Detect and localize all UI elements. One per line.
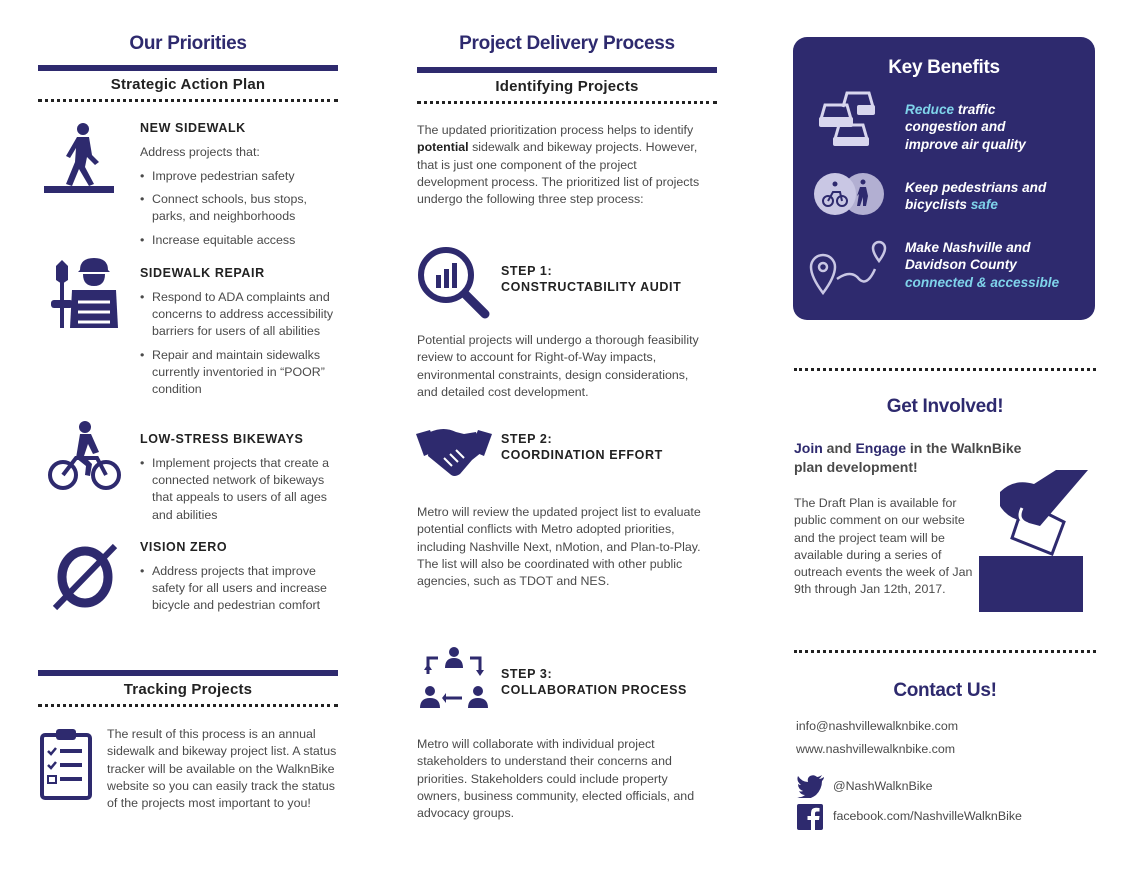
list-item: • Implement projects that create a connected network of bikeways that appeals to users of all ages and abilities — [140, 455, 338, 524]
step-name: CONSTRUCTABILITY AUDIT — [501, 280, 682, 294]
bullet-list — [140, 289, 335, 404]
traffic-cars-icon — [817, 89, 877, 147]
benefit-text-part: improve air quality — [905, 136, 1026, 152]
divider-bar — [38, 670, 338, 676]
list-item: • Increase equitable access — [140, 232, 335, 249]
list-item: • Improve pedestrian safety — [140, 168, 335, 185]
magnifier-chart-icon — [416, 245, 490, 319]
step-description: Metro will review the updated project list to evaluate potential conflicts with Metro adopted priorities, including Nashville Next, nMotion, and Plan-to-Play. The list will also be coordinated with other public agencies, such as TDOT and NES. — [417, 505, 701, 589]
bike-pedestrian-icon — [813, 172, 885, 216]
pedestrian-icon — [44, 122, 114, 194]
benefit-text-part: congestion and — [905, 119, 1006, 135]
list-item: • Address projects that improve safety for all users and increase bicycle and pedestrian comfort — [140, 563, 335, 615]
priorities-title: Our Priorities — [129, 33, 247, 54]
list-item: • Connect schools, bus stops, parks, and neighborhoods — [140, 191, 335, 225]
key-benefits-panel — [793, 37, 1095, 320]
step-label: STEP 2: — [501, 432, 553, 446]
benefit-text-part: bicyclists — [905, 197, 971, 213]
lead-text: in the WalknBike plan development! — [794, 440, 1022, 475]
step-name: COLLABORATION PROCESS — [501, 683, 687, 697]
checklist-clipboard-icon — [40, 728, 92, 800]
benefit-text — [905, 239, 1059, 291]
benefit-text-part: Make Nashville and — [905, 240, 1031, 255]
section-title: VISION ZERO — [140, 540, 228, 554]
section-title: NEW SIDEWALK — [140, 121, 246, 135]
ballot-box-icon — [978, 468, 1090, 614]
benefit-highlight: Reduce — [905, 102, 955, 117]
contact-us-title: Contact Us! — [893, 680, 997, 701]
contact-website[interactable]: www.nashvillewalknbike.com — [796, 742, 956, 756]
contact-email[interactable]: info@nashvillewalknbike.com — [796, 719, 959, 733]
step-name: COORDINATION EFFORT — [501, 448, 663, 462]
project-delivery-title: Project Delivery Process — [459, 33, 675, 54]
handshake-icon — [416, 424, 492, 480]
involved-text: The Draft Plan is available for public comment on our website and the project team will be available during a series of outreach events the week of Jan 9th through Jan 12th, 2017. — [794, 496, 973, 597]
cyclist-icon — [47, 420, 123, 494]
divider-bar — [417, 67, 717, 73]
intro-text: sidewalk and bikeway projects. However, that is just one component of the project development process. The prioritized list of projects undergo the following three step process: — [417, 140, 700, 207]
map-route-icon — [807, 239, 893, 295]
dotted-divider — [794, 368, 1096, 371]
get-involved-title: Get Involved! — [886, 396, 1004, 417]
vision-zero-icon — [51, 542, 119, 612]
benefit-text-part: Keep pedestrians and — [905, 180, 1047, 195]
dotted-divider — [38, 99, 338, 102]
section-title: SIDEWALK REPAIR — [140, 266, 265, 280]
step-label: STEP 1: — [501, 264, 553, 278]
identifying-projects-heading: Identifying Projects — [495, 78, 639, 95]
benefit-highlight: connected & accessible — [905, 274, 1060, 290]
intro-bold-text: potential — [417, 140, 469, 155]
dotted-divider — [794, 650, 1096, 653]
key-benefits-title: Key Benefits — [888, 57, 1000, 78]
dotted-divider — [417, 101, 717, 104]
bullet-list — [140, 168, 335, 255]
tracking-heading: Tracking Projects — [123, 681, 253, 698]
divider-bar — [38, 65, 338, 71]
step-description: Metro will collaborate with individual project stakeholders to understand their concerns and priorities. Stakeholders could include property owners, business community, elected officials, and advocacy groups. — [417, 737, 695, 821]
tracking-text: The result of this process is an annual sidewalk and bikeway project list. A status tracker will be available on the WalknBike website so you can easily track the status of the projects most important to you! — [107, 727, 337, 811]
lead-text: and — [822, 440, 856, 456]
collaboration-icon — [416, 646, 492, 716]
facebook-link[interactable]: facebook.com/NashvilleWalknBike — [833, 809, 1022, 823]
list-item: • Respond to ADA complaints and concerns to address accessibility barriers for users of all abilities — [140, 289, 335, 341]
step-description: Potential projects will undergo a thorough feasibility review to account for Right-of-Way impacts, environmental constraints, design considerations, and detailed cost development. — [417, 333, 699, 399]
intro-text: The updated prioritization process helps to identify — [417, 123, 694, 137]
construction-worker-icon — [48, 256, 120, 330]
benefit-highlight: safe — [970, 197, 998, 213]
section-intro: Address projects that: — [140, 145, 260, 159]
lead-highlight: Engage — [855, 440, 907, 456]
benefit-text — [905, 101, 1026, 153]
benefit-text-part: traffic — [954, 102, 996, 117]
dotted-divider — [38, 704, 338, 707]
lead-highlight: Join — [794, 440, 823, 456]
step-label: STEP 3: — [501, 667, 553, 681]
twitter-icon[interactable] — [797, 774, 825, 798]
section-title: LOW-STRESS BIKEWAYS — [140, 432, 304, 446]
strategic-action-plan-heading: Strategic Action Plan — [110, 76, 266, 93]
benefit-text — [905, 179, 1046, 214]
facebook-icon[interactable] — [797, 804, 823, 830]
intro-paragraph — [417, 122, 707, 208]
bullet-list — [140, 455, 338, 530]
benefit-text-part: Davidson County — [905, 257, 1017, 273]
bullet-list — [140, 563, 335, 621]
list-item: • Repair and maintain sidewalks currently inventoried in “POOR” condition — [140, 347, 335, 399]
twitter-handle[interactable]: @NashWalknBike — [833, 779, 933, 793]
